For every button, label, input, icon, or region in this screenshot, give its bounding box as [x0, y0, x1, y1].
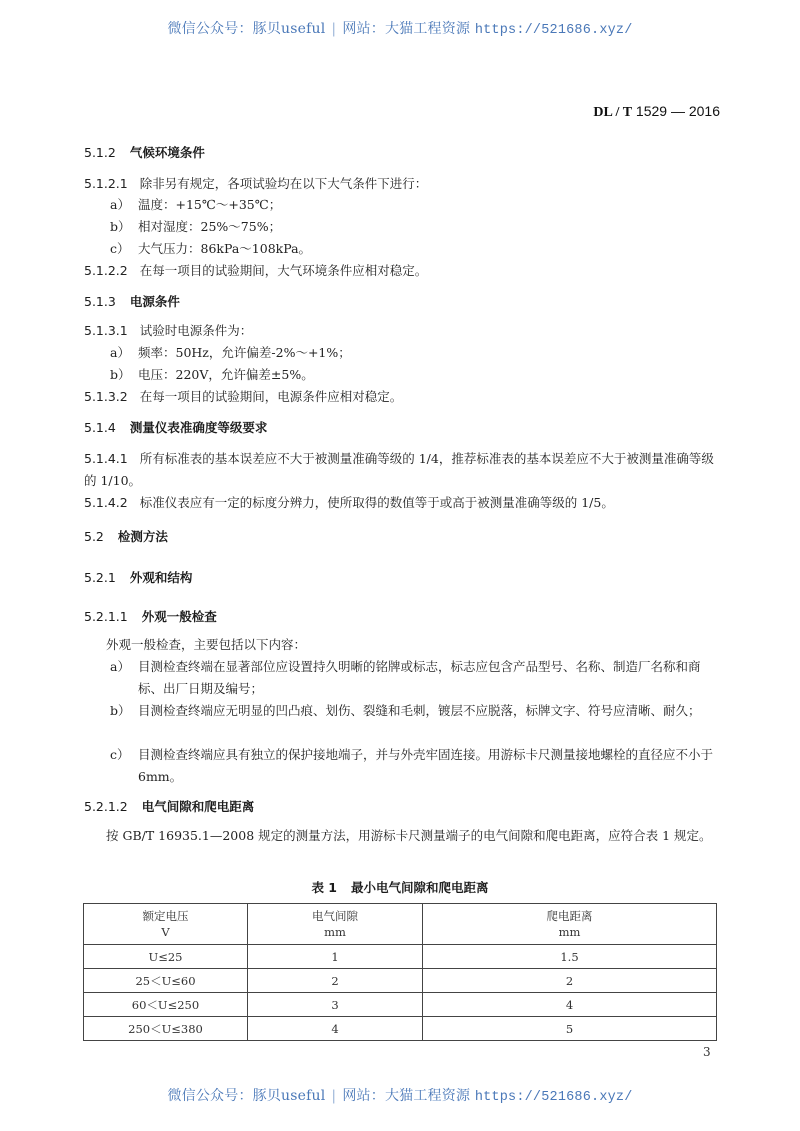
table-header-cell: 电气间隙 mm [248, 904, 423, 945]
table-cell: 1 [248, 945, 423, 969]
heading-5-2-1 [84, 568, 192, 586]
list-item [110, 700, 720, 722]
list-item [110, 238, 720, 260]
table-cell: 5 [423, 1017, 717, 1041]
list-marker: b） [110, 367, 131, 382]
section-number: 5.2.1 [84, 570, 116, 585]
clause-number: 5.1.3.1 [84, 323, 128, 338]
section-number: 5.1.4 [84, 420, 116, 435]
heading-5-1-4 [84, 418, 267, 436]
table-cell: 4 [248, 1017, 423, 1041]
clause-number: 5.1.4.2 [84, 495, 128, 510]
list-text: 目测检查终端在显著部位应设置持久明晰的铭牌或标志，标志应包含产品型号、名称、制造厂名称和商标、出厂日期及编号； [138, 659, 701, 696]
section-number: 5.2.1.1 [84, 609, 128, 624]
table-caption [0, 878, 800, 896]
list-marker: a） [110, 659, 130, 674]
heading-5-2 [84, 527, 168, 545]
list-text: 电压：220V，允许偏差±5%。 [138, 367, 314, 382]
watermark-wechat: 微信公众号：豚贝useful [167, 1088, 326, 1104]
standard-prefix: DL / T [593, 105, 633, 120]
watermark-site: 网站：大猫工程资源 [342, 21, 471, 37]
list-marker: a） [110, 197, 130, 212]
heading-5-1-3 [84, 292, 180, 310]
table-row [84, 969, 717, 993]
table-number: 表 1 [311, 880, 338, 895]
table-row [84, 945, 717, 969]
watermark-url[interactable]: https://521686.xyz/ [474, 23, 633, 38]
clause-number: 5.1.2.1 [84, 176, 128, 191]
list-marker: c） [110, 747, 130, 762]
watermark-wechat: 微信公众号：豚贝useful [167, 21, 326, 37]
clause-text: 所有标准表的基本误差应不大于被测量准确等级的 1/4，推荐标准表的基本误差应不大于被测量准确等级的 1/10。 [84, 451, 714, 488]
table-cell: 25＜U≤60 [84, 969, 248, 993]
clause-text: 除非另有规定，各项试验均在以下大气条件下进行： [139, 176, 428, 191]
clause-paragraph: 按 GB/T 16935.1—2008 规定的测量方法，用游标卡尺测量端子的电气间隙和爬电距离，应符合表 1 规定。 [106, 828, 712, 843]
table-cell: 250＜U≤380 [84, 1017, 248, 1041]
clause-number: 5.1.4.1 [84, 451, 128, 466]
watermark-bottom [0, 1085, 800, 1105]
list-text: 大气压力：86kPa～108kPa。 [138, 241, 312, 256]
clause-number: 5.1.2.2 [84, 263, 128, 278]
table-cell: 1.5 [423, 945, 717, 969]
section-number: 5.1.3 [84, 294, 116, 309]
table-cell: 2 [248, 969, 423, 993]
list-item [110, 656, 720, 700]
clause-5-1-3-2 [84, 386, 720, 408]
clause-text: 在每一项目的试验期间，大气环境条件应相对稳定。 [139, 263, 428, 278]
list-text: 频率：50Hz，允许偏差-2%～+1%； [138, 345, 351, 360]
clause-text: 在每一项目的试验期间，电源条件应相对稳定。 [139, 389, 403, 404]
clause-5-1-2-2 [84, 260, 720, 282]
section-title: 检测方法 [117, 529, 168, 544]
list-text: 目测检查终端应无明显的凹凸痕、划伤、裂缝和毛刺，镀层不应脱落，标牌文字、符号应清晰、耐久； [138, 703, 701, 718]
heading-5-1-2 [84, 143, 205, 161]
list-text: 相对湿度：25%～75%； [138, 219, 282, 234]
section-title: 电源条件 [129, 294, 180, 309]
section-number: 5.2.1.2 [84, 799, 128, 814]
list-item [110, 364, 720, 386]
list-marker: c） [110, 241, 130, 256]
list-marker: b） [110, 703, 131, 718]
section-title: 气候环境条件 [129, 145, 205, 160]
clause-text: 标准仪表应有一定的标度分辨力，使所取得的数值等于或高于被测量准确等级的 1/5。 [139, 495, 614, 510]
intro-paragraph: 外观一般检查，主要包括以下内容： [106, 637, 307, 652]
watermark-top [0, 18, 800, 38]
list-marker: a） [110, 345, 130, 360]
clause-number: 5.1.3.2 [84, 389, 128, 404]
table-header-cell: 额定电压 V [84, 904, 248, 945]
list-text: 目测检查终端应具有独立的保护接地端子，并与外壳牢固连接。用游标卡尺测量接地螺栓的直径应不小于 6mm。 [138, 747, 714, 784]
heading-5-2-1-2 [84, 797, 254, 815]
clearance-table [83, 903, 717, 1041]
watermark-separator: | [331, 21, 337, 37]
table-row [84, 1017, 717, 1041]
table-cell: 2 [423, 969, 717, 993]
section-number: 5.2 [84, 529, 104, 544]
watermark-url[interactable]: https://521686.xyz/ [474, 1090, 633, 1105]
watermark-site: 网站：大猫工程资源 [342, 1088, 471, 1104]
table-cell: 60＜U≤250 [84, 993, 248, 1017]
section-title: 外观一般检查 [141, 609, 217, 624]
list-text: 温度：+15℃～+35℃； [138, 197, 282, 212]
table-cell: 4 [423, 993, 717, 1017]
table-header-row [84, 904, 717, 945]
clause-5-1-4-2 [84, 492, 720, 514]
clause-text: 试验时电源条件为： [139, 323, 253, 338]
table-row [84, 993, 717, 1017]
standard-code [593, 103, 720, 121]
heading-5-2-1-1 [84, 607, 217, 625]
page-number: 3 [703, 1045, 711, 1059]
section-title: 电气间隙和爬电距离 [141, 799, 255, 814]
clause-5-1-4-1 [84, 448, 720, 492]
list-item [110, 342, 720, 364]
list-item [110, 744, 720, 788]
section-number: 5.1.2 [84, 145, 116, 160]
table-cell: 3 [248, 993, 423, 1017]
list-marker: b） [110, 219, 131, 234]
table-header-cell: 爬电距离 mm [423, 904, 717, 945]
standard-number: 1529 — 2016 [635, 103, 720, 119]
section-title: 测量仪表准确度等级要求 [129, 420, 268, 435]
list-item [110, 194, 720, 216]
table-cell: U≤25 [84, 945, 248, 969]
section-title: 外观和结构 [129, 570, 193, 585]
list-item [110, 216, 720, 238]
table-title: 最小电气间隙和爬电距离 [351, 880, 489, 895]
clause-5-1-2-1 [84, 173, 720, 195]
clause-5-1-3-1 [84, 320, 720, 342]
watermark-separator: | [331, 1088, 337, 1104]
